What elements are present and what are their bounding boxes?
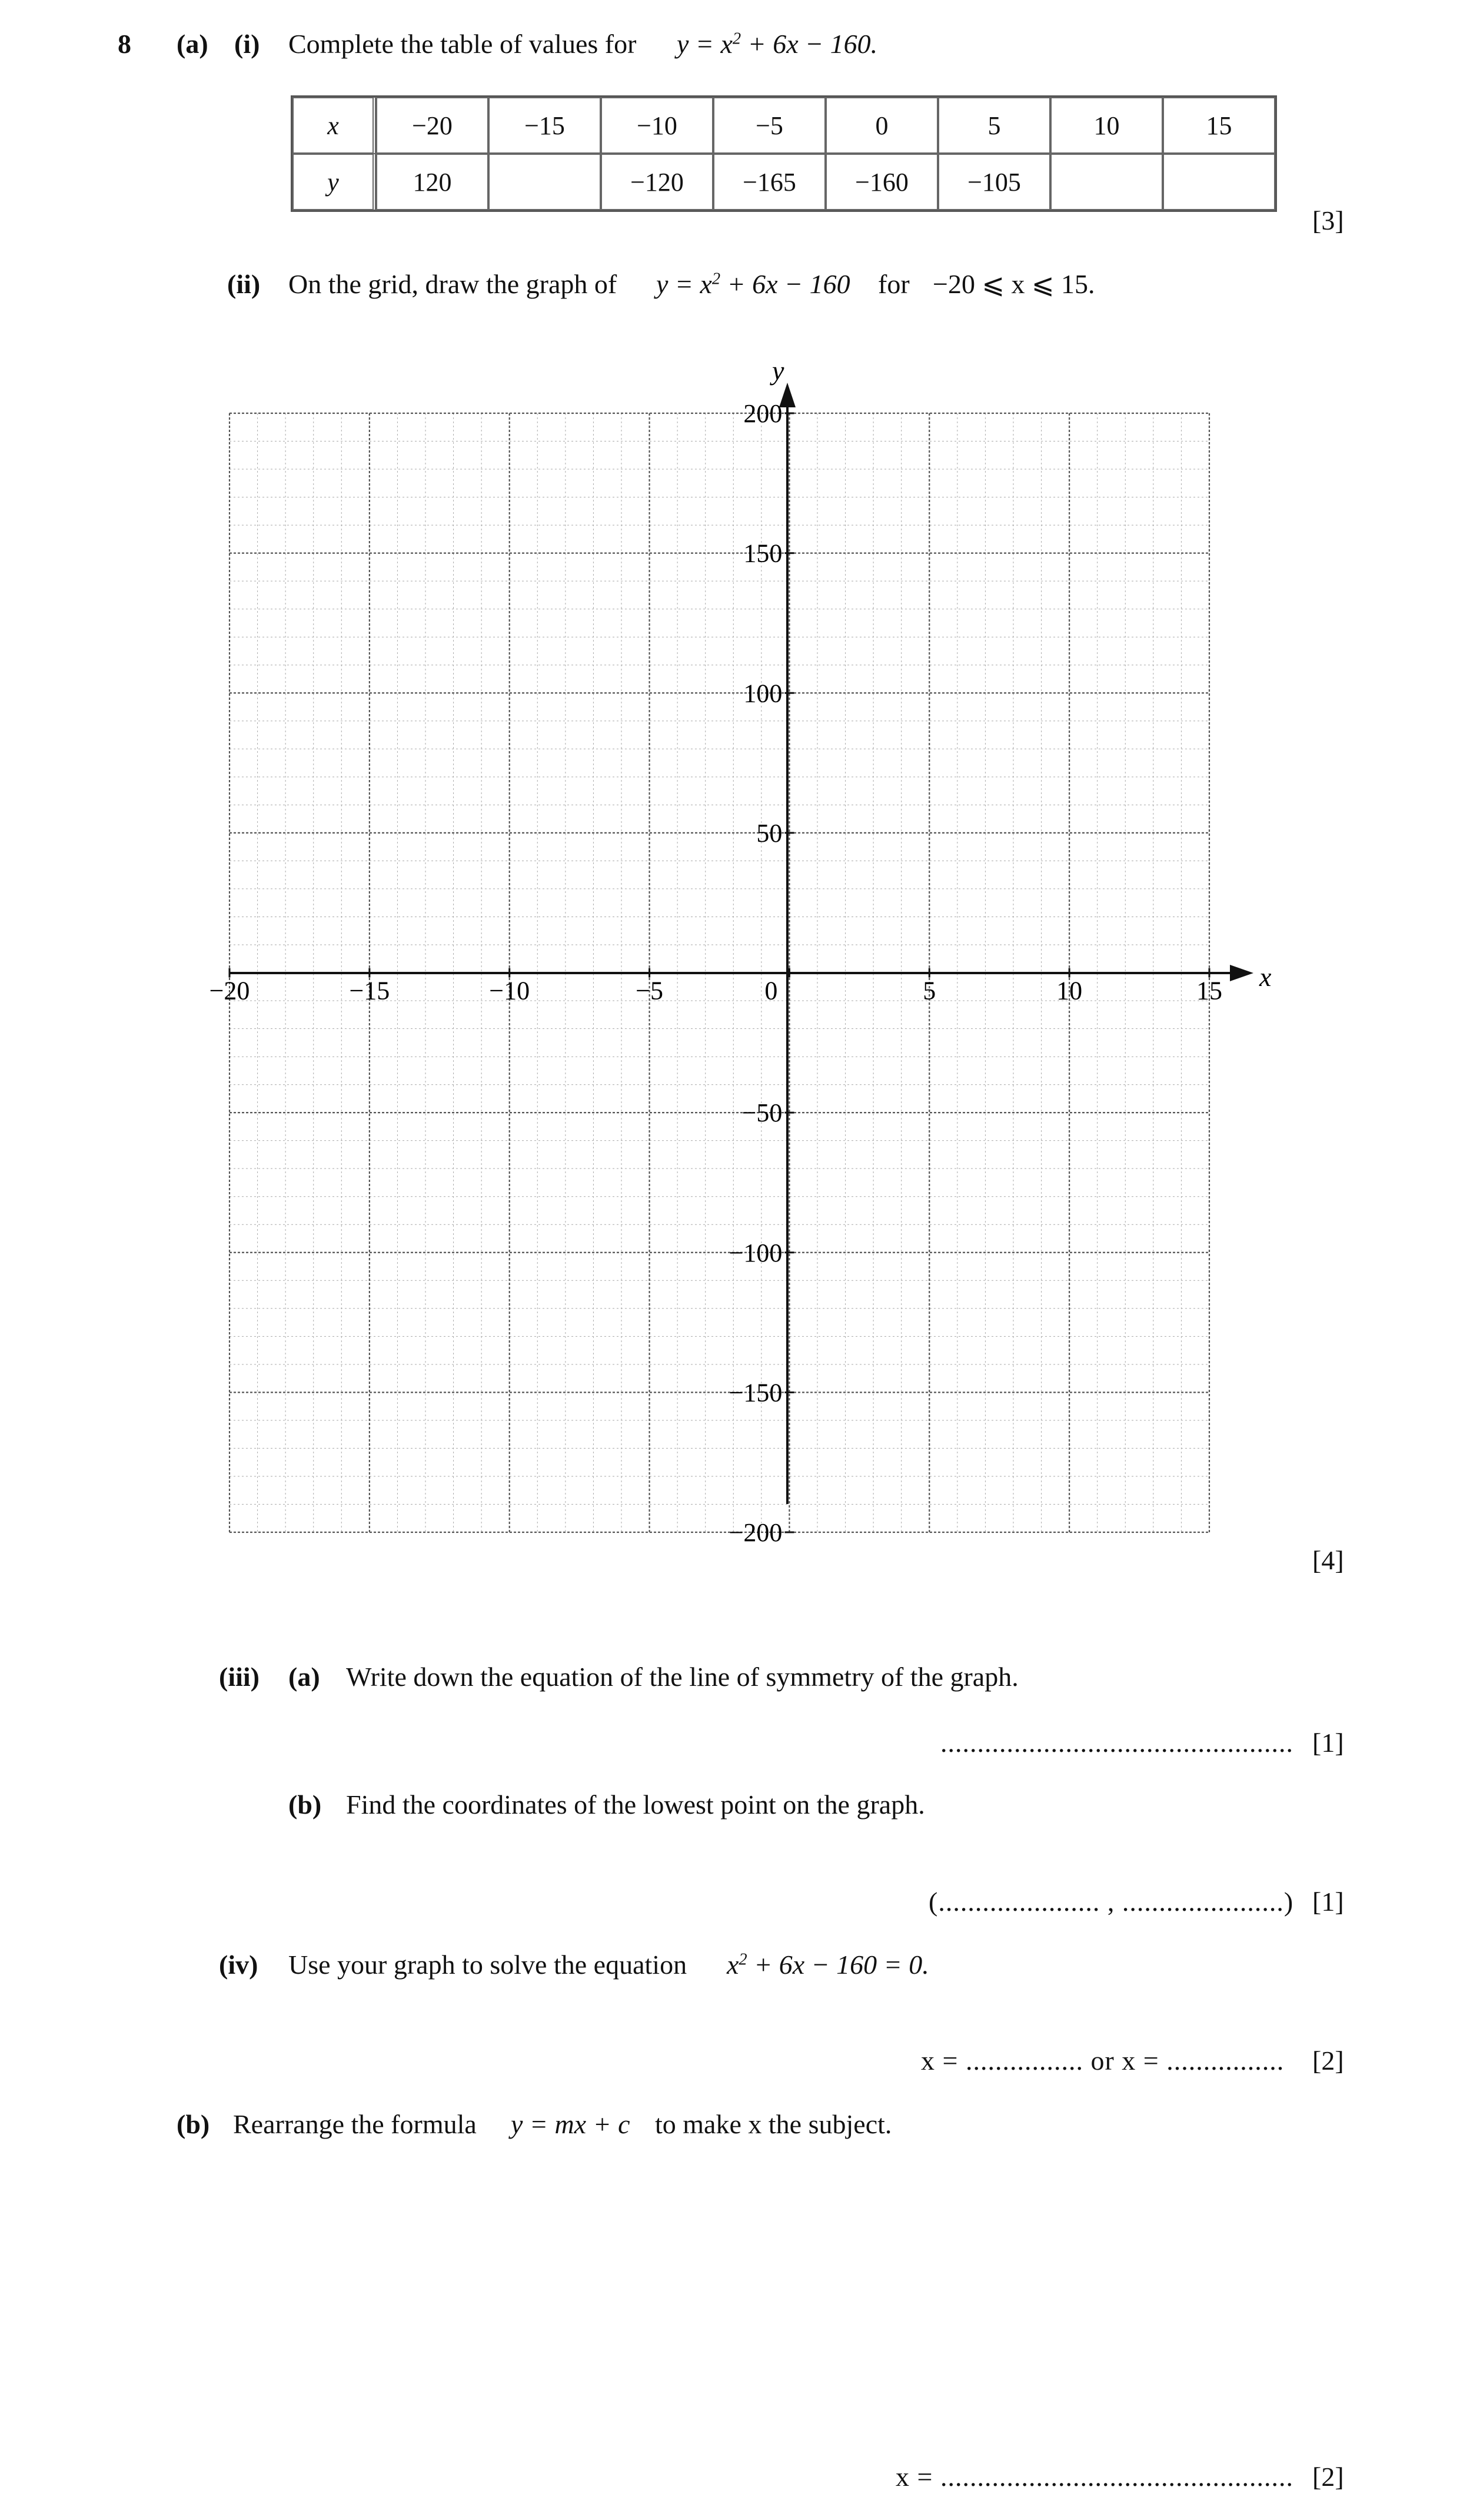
- y-tick-label: 200: [743, 399, 783, 428]
- marks-iii-b: [1]: [1312, 1887, 1344, 1917]
- answer-coordinates-iii-b[interactable]: (...................... , ......................): [929, 1887, 1294, 1917]
- marks-iii-a: [1]: [1312, 1728, 1344, 1758]
- marks-b: [2]: [1312, 2462, 1344, 2492]
- part-iv-text: Use your graph to solve the equation: [288, 1950, 687, 1980]
- table-cell: −120: [601, 154, 713, 210]
- x-tick-label: 5: [923, 976, 936, 1005]
- table-cell: −20: [376, 97, 488, 154]
- table-cell: 10: [1050, 97, 1163, 154]
- table-header-y: y: [292, 154, 376, 210]
- x-tick-label: −15: [349, 976, 390, 1005]
- part-iii-a-text: Write down the equation of the line of symmetry of the graph.: [346, 1662, 1019, 1692]
- part-a-ii-label: (ii): [227, 269, 261, 299]
- part-b-text-2: to make x the subject.: [655, 2109, 892, 2139]
- table-cell: 15: [1163, 97, 1275, 154]
- table-cell: −105: [938, 154, 1050, 210]
- part-iii-b-label: (b): [288, 1789, 322, 1820]
- x-tick-label: −10: [489, 976, 530, 1005]
- question-number: 8: [118, 29, 131, 59]
- part-a-ii-for: for: [878, 269, 910, 299]
- table-cell: 120: [376, 154, 488, 210]
- table-header-x: x: [292, 97, 376, 154]
- y-tick-label: −200: [729, 1518, 783, 1547]
- table-cell: −5: [713, 97, 826, 154]
- x-tick-label: 15: [1196, 976, 1222, 1005]
- x-tick-label: 10: [1056, 976, 1083, 1005]
- table-cell-blank[interactable]: [1163, 154, 1275, 210]
- part-iv-label: (iv): [219, 1950, 258, 1980]
- table-cell-blank[interactable]: [1050, 154, 1163, 210]
- part-a-ii-range: −20 ⩽ x ⩽ 15.: [933, 269, 1095, 299]
- values-table: [291, 95, 1277, 212]
- y-tick-label: −50: [741, 1098, 783, 1128]
- table-row-y: [292, 154, 1275, 210]
- table-cell-blank[interactable]: [488, 154, 601, 210]
- part-iii-label: (iii): [219, 1662, 260, 1692]
- table-cell: 0: [826, 97, 938, 154]
- answer-b[interactable]: x = ................................................: [896, 2462, 1293, 2492]
- x-tick-label: −20: [209, 976, 250, 1005]
- table-row-x: [292, 97, 1275, 154]
- y-tick-label: 50: [756, 818, 783, 848]
- marks-iv: [2]: [1312, 2046, 1344, 2076]
- equation-y: $y = x^2 + 6x - 160$.: [677, 29, 878, 59]
- table-cell: −165: [713, 154, 826, 210]
- y-tick-label: 150: [743, 539, 783, 568]
- axes: [230, 383, 1253, 1504]
- graph-grid[interactable]: [177, 353, 1295, 1578]
- part-b-formula: y = mx + c: [511, 2109, 630, 2139]
- y-tick-label: −150: [729, 1378, 783, 1407]
- x-tick-label: −5: [636, 976, 663, 1005]
- part-iii-a-label: (a): [288, 1662, 320, 1692]
- x-axis-label: x: [1259, 962, 1272, 992]
- y-tick-label: 100: [743, 679, 783, 708]
- x-tick-label: 0: [764, 976, 778, 1005]
- part-iii-b-text: Find the coordinates of the lowest point on the graph.: [346, 1789, 925, 1820]
- answer-line-iii-a[interactable]: ................................................: [940, 1728, 1293, 1758]
- table-cell: −15: [488, 97, 601, 154]
- part-b-label: (b): [177, 2109, 210, 2139]
- part-a-ii-text: On the grid, draw the graph of: [288, 269, 617, 299]
- part-b-text-1: Rearrange the formula: [233, 2109, 477, 2139]
- part-a-i-text: Complete the table of values for: [288, 29, 637, 59]
- part-a-label: (a): [177, 29, 208, 59]
- marks-ii: [4]: [1312, 1545, 1344, 1575]
- table-cell: −160: [826, 154, 938, 210]
- y-axis-label: y: [772, 356, 784, 386]
- part-iv-equation: $x^2 + 6x - 160 = 0$.: [727, 1950, 929, 1980]
- y-tick-label: −100: [729, 1238, 783, 1267]
- table-cell: 5: [938, 97, 1050, 154]
- x-axis-arrow: [1230, 965, 1253, 981]
- part-a-ii-equation: $y = x^2 + 6x - 160$: [656, 269, 850, 299]
- table-cell: −10: [601, 97, 713, 154]
- answer-iv[interactable]: x = ................ or x = ................: [921, 2046, 1285, 2076]
- marks-i: [3]: [1312, 205, 1344, 235]
- part-a-i-label: (i): [234, 29, 260, 59]
